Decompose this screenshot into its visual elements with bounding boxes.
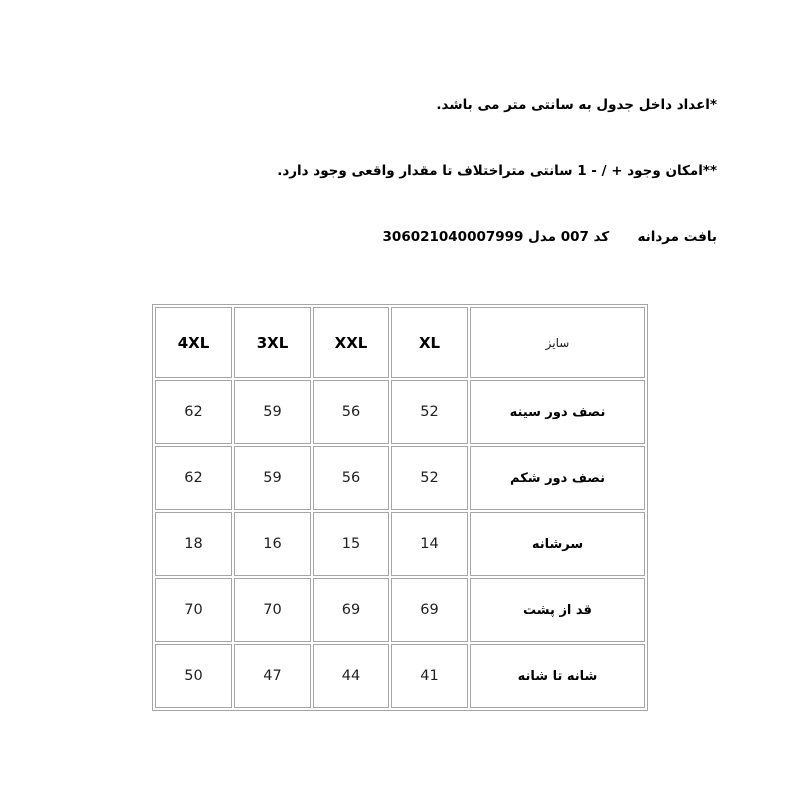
measurement-value: 16 [234,512,311,576]
size-header-4xl: 4XL [155,307,232,378]
measurement-row [155,446,645,510]
measurement-label: نصف دور سینه [470,380,645,444]
size-column-title: سایز [470,307,645,378]
measurement-value: 62 [155,446,232,510]
size-header-xl: XL [391,307,468,378]
measurement-value: 15 [313,512,389,576]
measurement-value: 18 [155,512,232,576]
measurement-value: 69 [313,578,389,642]
measurement-label: نصف دور شکم [470,446,645,510]
measurement-value: 59 [234,446,311,510]
measurement-label: سرشانه [470,512,645,576]
size-header-3xl: 3XL [234,307,311,378]
measurement-label: شانه تا شانه [470,644,645,708]
measurement-value: 14 [391,512,468,576]
measurement-value: 47 [234,644,311,708]
measurement-value: 52 [391,380,468,444]
size-chart-body [155,380,645,708]
measurement-value: 59 [234,380,311,444]
note-line-product-code: بافت مردانه کد 007 مدل 306021040007999 [382,229,717,245]
size-chart-table [152,304,648,711]
measurement-value: 56 [313,446,389,510]
measurement-value: 62 [155,380,232,444]
note-line-tolerance: **امکان وجود + / - 1 سانتی متراختلاف تا مقدار واقعی وجود دارد. [277,163,717,179]
measurement-value: 56 [313,380,389,444]
note-line-units: *اعداد داخل جدول به سانتی متر می باشد. [436,97,717,113]
measurement-label: قد از پشت [470,578,645,642]
measurement-value: 44 [313,644,389,708]
measurement-row [155,578,645,642]
size-chart-header-row [155,307,645,378]
measurement-row [155,380,645,444]
measurement-row [155,644,645,708]
measurement-value: 41 [391,644,468,708]
notes-block [0,0,800,292]
size-header-xxl: XXL [313,307,389,378]
measurement-value: 69 [391,578,468,642]
measurement-value: 70 [155,578,232,642]
measurement-value: 52 [391,446,468,510]
measurement-value: 70 [234,578,311,642]
measurement-row [155,512,645,576]
measurement-value: 50 [155,644,232,708]
